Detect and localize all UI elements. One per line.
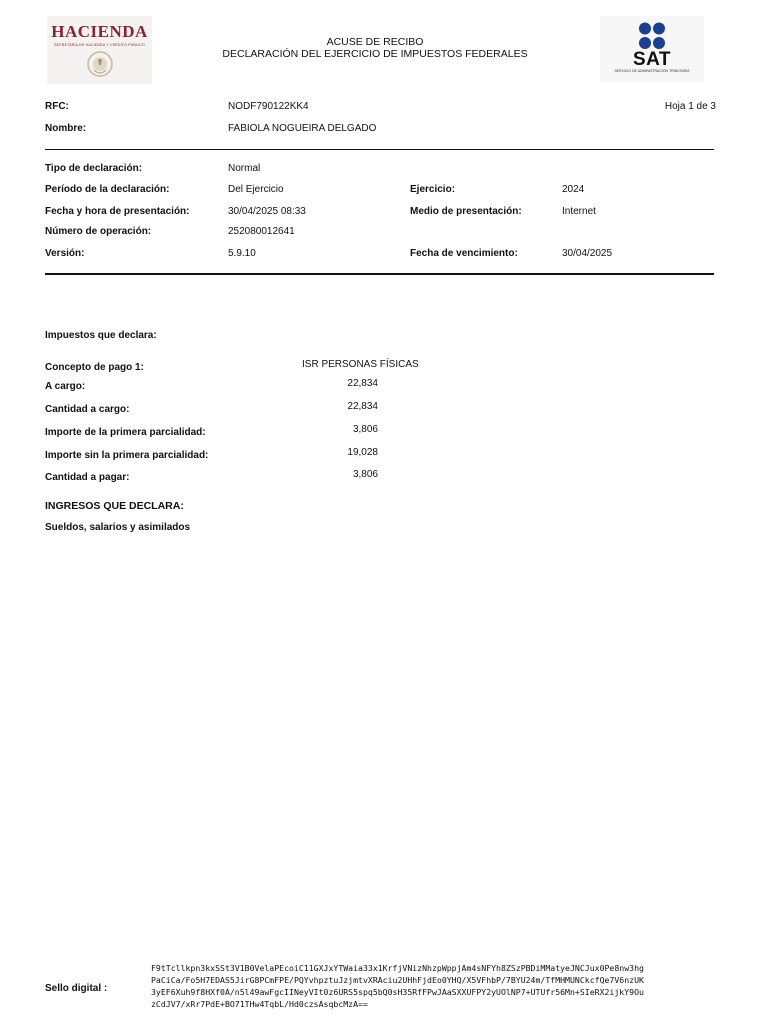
income-item: Sueldos, salarios y asimilados [45, 522, 191, 533]
rfc-value: NODF790122KK4 [228, 101, 309, 112]
divider-bottom [45, 273, 714, 275]
tipo-label: Tipo de declaración: [45, 163, 143, 174]
cantidad-cargo-value: 22,834 [347, 401, 378, 412]
cantidad-cargo-label: Cantidad a cargo: [45, 404, 130, 415]
hacienda-logo [47, 16, 152, 84]
ejercicio-label: Ejercicio: [410, 184, 456, 195]
name-value: FABIOLA NOGUEIRA DELGADO [228, 123, 377, 134]
income-title: INGRESOS QUE DECLARA: [45, 500, 184, 512]
digital-seal [151, 962, 644, 1010]
vencimiento-value: 30/04/2025 [562, 248, 613, 259]
rfc-label: RFC: [45, 101, 69, 112]
cantidad-pagar-value: 3,806 [352, 469, 378, 480]
importe-primera-value: 3,806 [352, 424, 378, 435]
medio-label: Medio de presentación: [410, 206, 522, 217]
version-value: 5.9.10 [228, 248, 256, 259]
seal-line: PaCiCa/Fo5H7EDAS5JirG8PCmFPE/PQYvhpztuJzjmtvXRAciu2UHhFjdEo0YHQ/X5VFhbP/7BYU24m/TfMHMUNCkcfQe7V6nzUK [151, 975, 644, 985]
sat-logo [600, 16, 704, 82]
version-label: Versión: [45, 248, 85, 259]
importe-sin-label: Importe sin la primera parcialidad: [45, 450, 209, 461]
fecha-label: Fecha y hora de presentación: [45, 206, 190, 217]
cantidad-pagar-label: Cantidad a pagar: [45, 472, 130, 483]
periodo-value: Del Ejercicio [228, 184, 284, 195]
sat-logo-subtitle: SERVICIO DE ADMINISTRACIÓN TRIBUTARIA [614, 69, 690, 73]
fecha-value: 30/04/2025 08:33 [228, 206, 306, 217]
a-cargo-value: 22,834 [347, 378, 378, 389]
seal-line: F9tTcllkpn3kxSSt3V1B0VelaPEcoiC11GXJxYTWaia33x1KrfjVNizNhzpWppjAm4sNFYh8ZSzPBDiMMatyeJNCJux0Pe8nw3hg [151, 963, 644, 973]
page-number: Hoja 1 de 3 [664, 101, 716, 112]
sat-dots-icon [638, 21, 666, 51]
concepto-value: ISR PERSONAS FÍSICAS [302, 359, 419, 370]
vencimiento-label: Fecha de vencimiento: [410, 248, 518, 259]
hacienda-logo-name: HACIENDA [51, 22, 148, 41]
divider-top [45, 149, 714, 150]
sat-logo-name: SAT [632, 49, 672, 70]
coat-of-arms-icon [85, 50, 115, 78]
tipo-value: Normal [228, 163, 261, 174]
hacienda-logo-subtitle: SECRETARÍA DE HACIENDA Y CRÉDITO PÚBLICO [54, 43, 145, 47]
numero-label: Número de operación: [45, 226, 152, 237]
title-line-2: DECLARACIÓN DEL EJERCICIO DE IMPUESTOS FEDERALES [222, 48, 528, 60]
medio-value: Internet [562, 206, 596, 217]
numero-value: 252080012641 [228, 226, 295, 237]
concepto-label: Concepto de pago 1: [45, 362, 144, 373]
seal-label: Sello digital : [45, 983, 108, 994]
document-title [200, 36, 550, 60]
title-line-1: ACUSE DE RECIBO [326, 36, 424, 48]
importe-sin-value: 19,028 [347, 447, 378, 458]
a-cargo-label: A cargo: [45, 381, 86, 392]
name-label: Nombre: [45, 123, 87, 134]
seal-line: zCdJV7/xRr7PdE+BO71THw4TqbL/Hd0czsAsqbcMzA== [151, 999, 368, 1009]
taxes-section-title: Impuestos que declara: [45, 330, 157, 341]
ejercicio-value: 2024 [562, 184, 585, 195]
periodo-label: Período de la declaración: [45, 184, 170, 195]
importe-primera-label: Importe de la primera parcialidad: [45, 427, 206, 438]
seal-line: 3yEF6Xuh9f8HXf0A/n5l49awFgcIINeyVIt0z6URS5spq5bQ0sH35RfFPwJAaSXXUFPY2yUOlNP7+UTUfr56Mn+SIeRX2ijkY9Ou [151, 987, 644, 997]
